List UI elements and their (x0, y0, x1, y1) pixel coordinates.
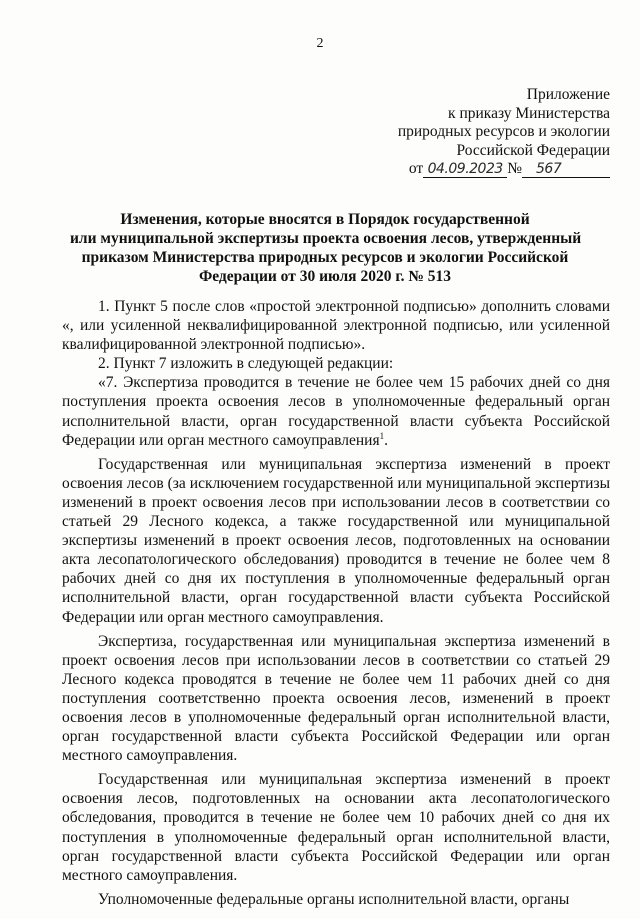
paragraph-1: 1. Пункт 5 после слов «простой электронной подписью» дополнить словами «, или усиленной неквалифицированной электронной подписью, или усиленной квалифицированной электронной подписью». (62, 298, 610, 354)
appendix-header (350, 86, 610, 179)
document-body (62, 297, 610, 909)
from-label: от (408, 160, 424, 178)
appendix-line: Приложение (526, 86, 610, 103)
document-title (70, 210, 580, 286)
handwritten-date: 04.09.2023 (423, 161, 507, 178)
paragraph-5: Экспертиза, государственная или муниципальная экспертиза изменений в проект освоения лесов при использовании лесов в соответствии со статьей 29 Лесного кодекса проводятся в течение не более чем 11 рабочих дней со дня поступления соответственно проекта освоения лесов, изменений в проект освоения лесов в уполномоченные федеральный орган исполнительной власти, орган государственной власти субъекта Российской Федерации или орган местного самоуправления. (62, 632, 610, 765)
footnote-marker: 1 (379, 430, 385, 441)
title-line: или муниципальной экспертизы проекта освоения лесов, утвержденный (70, 230, 582, 247)
page-number: 2 (316, 36, 324, 51)
paragraph-7: Уполномоченные федеральные органы исполнительной власти, органы (98, 890, 570, 908)
paragraph-6: Государственная или муниципальная экспертиза изменений в проект освоения лесов, подготовленных на основании акта лесопатологического обследования, проводится в течение не более чем 10 рабочих дней со дня их поступления в уполномоченные федеральный орган исполнительной власти, орган государственной власти субъекта Российской Федерации или орган местного самоуправления. (62, 771, 610, 884)
handwritten-number: 567 (522, 161, 610, 178)
appendix-line: природных ресурсов и экологии (397, 123, 610, 141)
title-line: Федерации от 30 июля 2020 г. № 513 (198, 268, 452, 285)
paragraph-3-text: «7. Экспертиза проводится в течение не более чем 15 рабочих дней со дня поступления проекта освоения лесов в уполномоченные федеральный орган исполнительной власти, орган государственной власти субъекта Российской Федерации или орган местного самоуправления (62, 374, 610, 449)
paragraph-3 (62, 373, 610, 449)
paragraph-4: Государственная или муниципальная экспертиза изменений в проект освоения лесов (за исключением государственной или муниципальной экспертизы изменений в проект освоения лесов при использовании лесов в соответствии со статьей 29 Лесного кодекса, а также государственной или муниципальной экспертизы изменений в проект освоения лесов, подготовленных на основании акта лесопатологического обследования) проводится в течение не более чем 8 рабочих дней со дня их поступления в уполномоченные федеральный орган исполнительной власти, орган государственной власти субъекта Российской Федерации или орган местного самоуправления. (62, 455, 610, 626)
appendix-line: Российской Федерации (456, 141, 610, 159)
paragraph-3-end: . (384, 431, 388, 449)
title-line: приказом Министерства природных ресурсов и экологии Российской (81, 249, 569, 266)
appendix-date-number-line (350, 160, 610, 179)
number-label: № (507, 160, 522, 178)
paragraph-2: 2. Пункт 7 изложить в следующей редакции: (98, 355, 394, 373)
title-line: Изменения, которые вносятся в Порядок государственной (120, 211, 530, 228)
appendix-line: к приказу Министерства (448, 104, 610, 122)
